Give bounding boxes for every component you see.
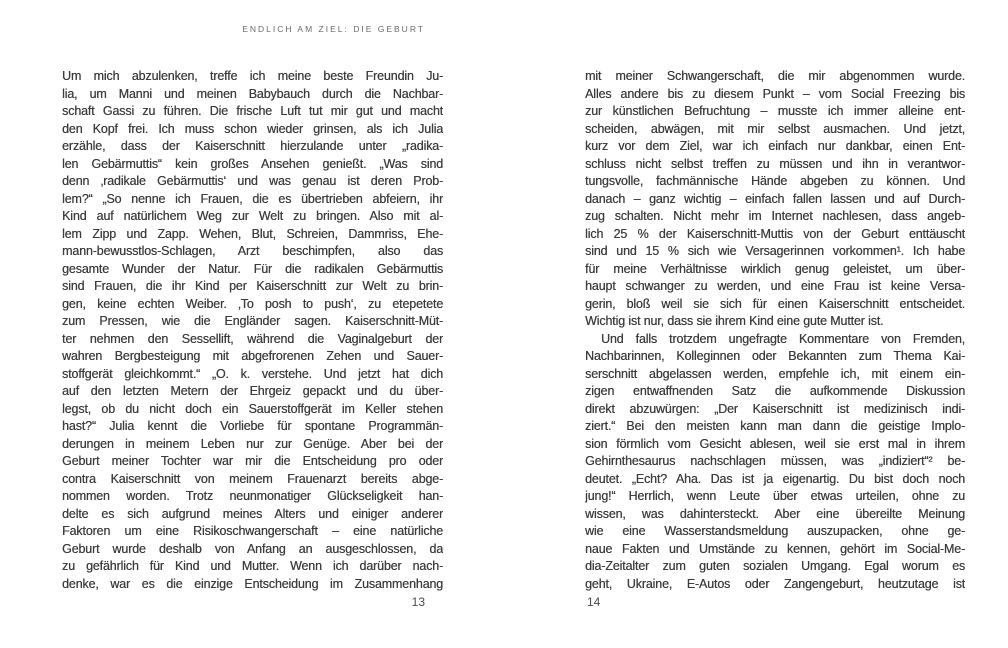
running-head: ENDLICH AM ZIEL: DIE GEBURT: [242, 24, 425, 34]
text-line: ter nehmen den Sessellift, während die Vaginalgeburt der: [62, 331, 443, 346]
left-page-number: 13: [411, 595, 425, 609]
text-line: Faktoren um eine Risikoschwangerschaft – eine natürliche: [62, 524, 443, 538]
text-line: direkt abzuwürgen: „Der Kaiserschnitt ist medizinisch indi-: [585, 401, 965, 416]
text-line: Geburt meiner Tochter war mir die Entscheidung pro oder: [62, 454, 443, 468]
text-line: auf den letzten Metern der Ehrgeiz gepackt und du über-: [62, 384, 443, 398]
text-line: für meine Verhältnisse wirklich genug geleistet, um über-: [585, 261, 965, 276]
text-line: denke, war es die einzige Entscheidung im Zusammenhang: [62, 576, 443, 591]
text-line: Um mich abzulenken, treffe ich meine beste Freundin Ju-: [62, 69, 443, 83]
text-line: Gehirnthesaurus nachschlagen müssen, was „indiziert“² be-: [585, 454, 965, 468]
text-line: mann-bewusstlos-Schlagen, Arzt beschimpfen, also das: [62, 244, 443, 258]
text-line: kurz vor dem Ziel, war ich einfach nur dankbar, einen Ent-: [585, 139, 965, 153]
text-line: dia-Zeitalter zum guten sozialen Umgang. Egal worum es: [585, 559, 965, 573]
text-line: geht, Ukraine, E-Autos oder Zangengeburt, heutzutage ist: [585, 576, 965, 591]
text-line: lem Zipp und Zapp. Wehen, Blut, Schreien, Dammriss, Ehe-: [62, 226, 443, 241]
text-line: len Gebärmuttis“ kein großes Ansehen genießt. „Was sind: [62, 156, 443, 171]
text-line: lia, um Manni und meinen Babybauch durch die Nachbar-: [62, 86, 443, 101]
text-line: serschnitt abgelassen werden, empfehle ich, mit einem ein-: [585, 366, 965, 381]
text-line: Alles andere bis zu diesem Punkt – vom Social Freezing bis: [585, 86, 965, 101]
text-line: lem?“ „So nenne ich Frauen, die es übertrieben abfeiern, ihr: [62, 191, 443, 206]
text-line: den Kopf frei. Ich muss schon wieder grinsen, als ich Julia: [62, 121, 443, 136]
text-line: tungsvolle, fachmännische Hände abgeben zu können. Und: [585, 174, 965, 188]
right-page-text: [585, 68, 965, 593]
text-line: gerin, bloß weil sie sich für einen Kaiserschnitt entscheidet.: [585, 296, 965, 311]
text-line: Nachbarinnen, Kolleginnen oder Bekannten zum Thema Kai-: [585, 349, 965, 363]
text-line: delte es sich aufgrund meines Alters und einiger anderer: [62, 506, 443, 521]
right-page-number: 14: [587, 595, 601, 609]
text-line: wahren Bergbesteigung mit abgefrorenen Zehen und Sauer-: [62, 349, 443, 363]
left-page-text: [62, 68, 443, 593]
text-line: gen, keine echten Weiber. ‚To posh to push‘, zu etepetete: [62, 296, 443, 311]
text-line: schluss nicht selbst treffen zu müssen und ihn in verantwor-: [585, 156, 965, 171]
text-line: sind und 15 % sich wie Versagerinnen vorkommen¹. Ich habe: [585, 244, 965, 258]
text-line: zu gefährlich für Kind und Mutter. Wenn ich darüber nach-: [62, 559, 443, 573]
text-line: zug schalten. Nicht mehr im Internet nachlesen, dass angeb-: [585, 209, 965, 223]
text-line: sion förmlich vom Gesicht ablesen, weil sie erst mal in ihrem: [585, 436, 965, 451]
text-line: ziert.“ Bei den meisten kann man dann die geistige Implo-: [585, 419, 965, 433]
text-line: Wichtig ist nur, dass sie ihrem Kind eine gute Mutter ist.: [585, 314, 884, 328]
text-line: scheiden, abwägen, mit mir selbst ausmachen. Und jetzt,: [585, 121, 965, 136]
text-line: hast?“ Julia kennt die Vorliebe für spontane Programmän-: [62, 419, 443, 433]
text-line: Kind auf natürlichem Weg zur Welt zu bringen. Also mit al-: [62, 209, 443, 223]
text-line: Und falls trotzdem ungefragte Kommentare von Fremden,: [601, 331, 965, 346]
text-line: contra Kaiserschnitt von meinem Frauenarzt bereits abge-: [62, 471, 443, 486]
text-line: nommen worden. Trotz neunmonatiger Glückseligkeit han-: [62, 489, 443, 503]
text-line: sind Frauen, die ihr Kind per Kaiserschnitt zur Welt zu brin-: [62, 279, 443, 293]
text-line: jung!“ Herrlich, wenn Leute über etwas urteilen, ohne zu: [585, 489, 965, 503]
text-line: danach – ganz wichtig – einfach fallen lassen und auf Durch-: [585, 191, 965, 206]
text-line: lich 25 % der Kaiserschnitt-Muttis von der Geburt enttäuscht: [585, 226, 965, 241]
text-line: erzähle, dass der Kaiserschnitt hierzulande unter „radika-: [62, 139, 443, 153]
text-line: gesamte Wunder der Natur. Für die radikalen Gebärmuttis: [62, 261, 443, 276]
text-line: mit meiner Schwangerschaft, die mir abgenommen wurde.: [585, 69, 965, 83]
text-line: naue Fakten und Umstände zu kennen, gehört im Social-Me-: [585, 541, 965, 556]
text-line: denn ‚radikale Gebärmuttis‘ und was genau ist deren Prob-: [62, 174, 443, 188]
text-line: zigen entwaffnenden Satz die aufkommende Diskussion: [585, 384, 965, 398]
text-line: derungen in meinem Leben nur zur Genüge. Aber bei der: [62, 436, 443, 451]
text-line: wissen, was dahintersteckt. Aber eine übereilte Meinung: [585, 506, 965, 521]
text-line: Geburt wurde deshalb von Anfang an ausgeschlossen, da: [62, 541, 443, 556]
text-line: wie eine Wasserstandsmeldung auszupacken, ohne ge-: [585, 524, 965, 538]
text-line: schaft Gassi zu führen. Die frische Luft tut mir gut und macht: [62, 104, 443, 118]
text-line: legst, ob du nicht doch ein Sauerstoffgerät im Keller stehen: [62, 401, 443, 416]
text-line: haupt schwanger zu werden, und eine Frau ist keine Versa-: [585, 279, 965, 293]
text-line: stoffgerät gleichkommt.“ „O. k. verstehe. Und jetzt hat dich: [62, 366, 443, 381]
text-line: zum Pressen, wie die Engländer sagen. Kaiserschnitt-Müt-: [62, 314, 443, 328]
text-line: zur künstlichen Befruchtung – musste ich immer alleine ent-: [585, 104, 965, 118]
text-line: deutet. „Echt? Aha. Das ist ja eigenartig. Du bist doch noch: [585, 471, 965, 486]
